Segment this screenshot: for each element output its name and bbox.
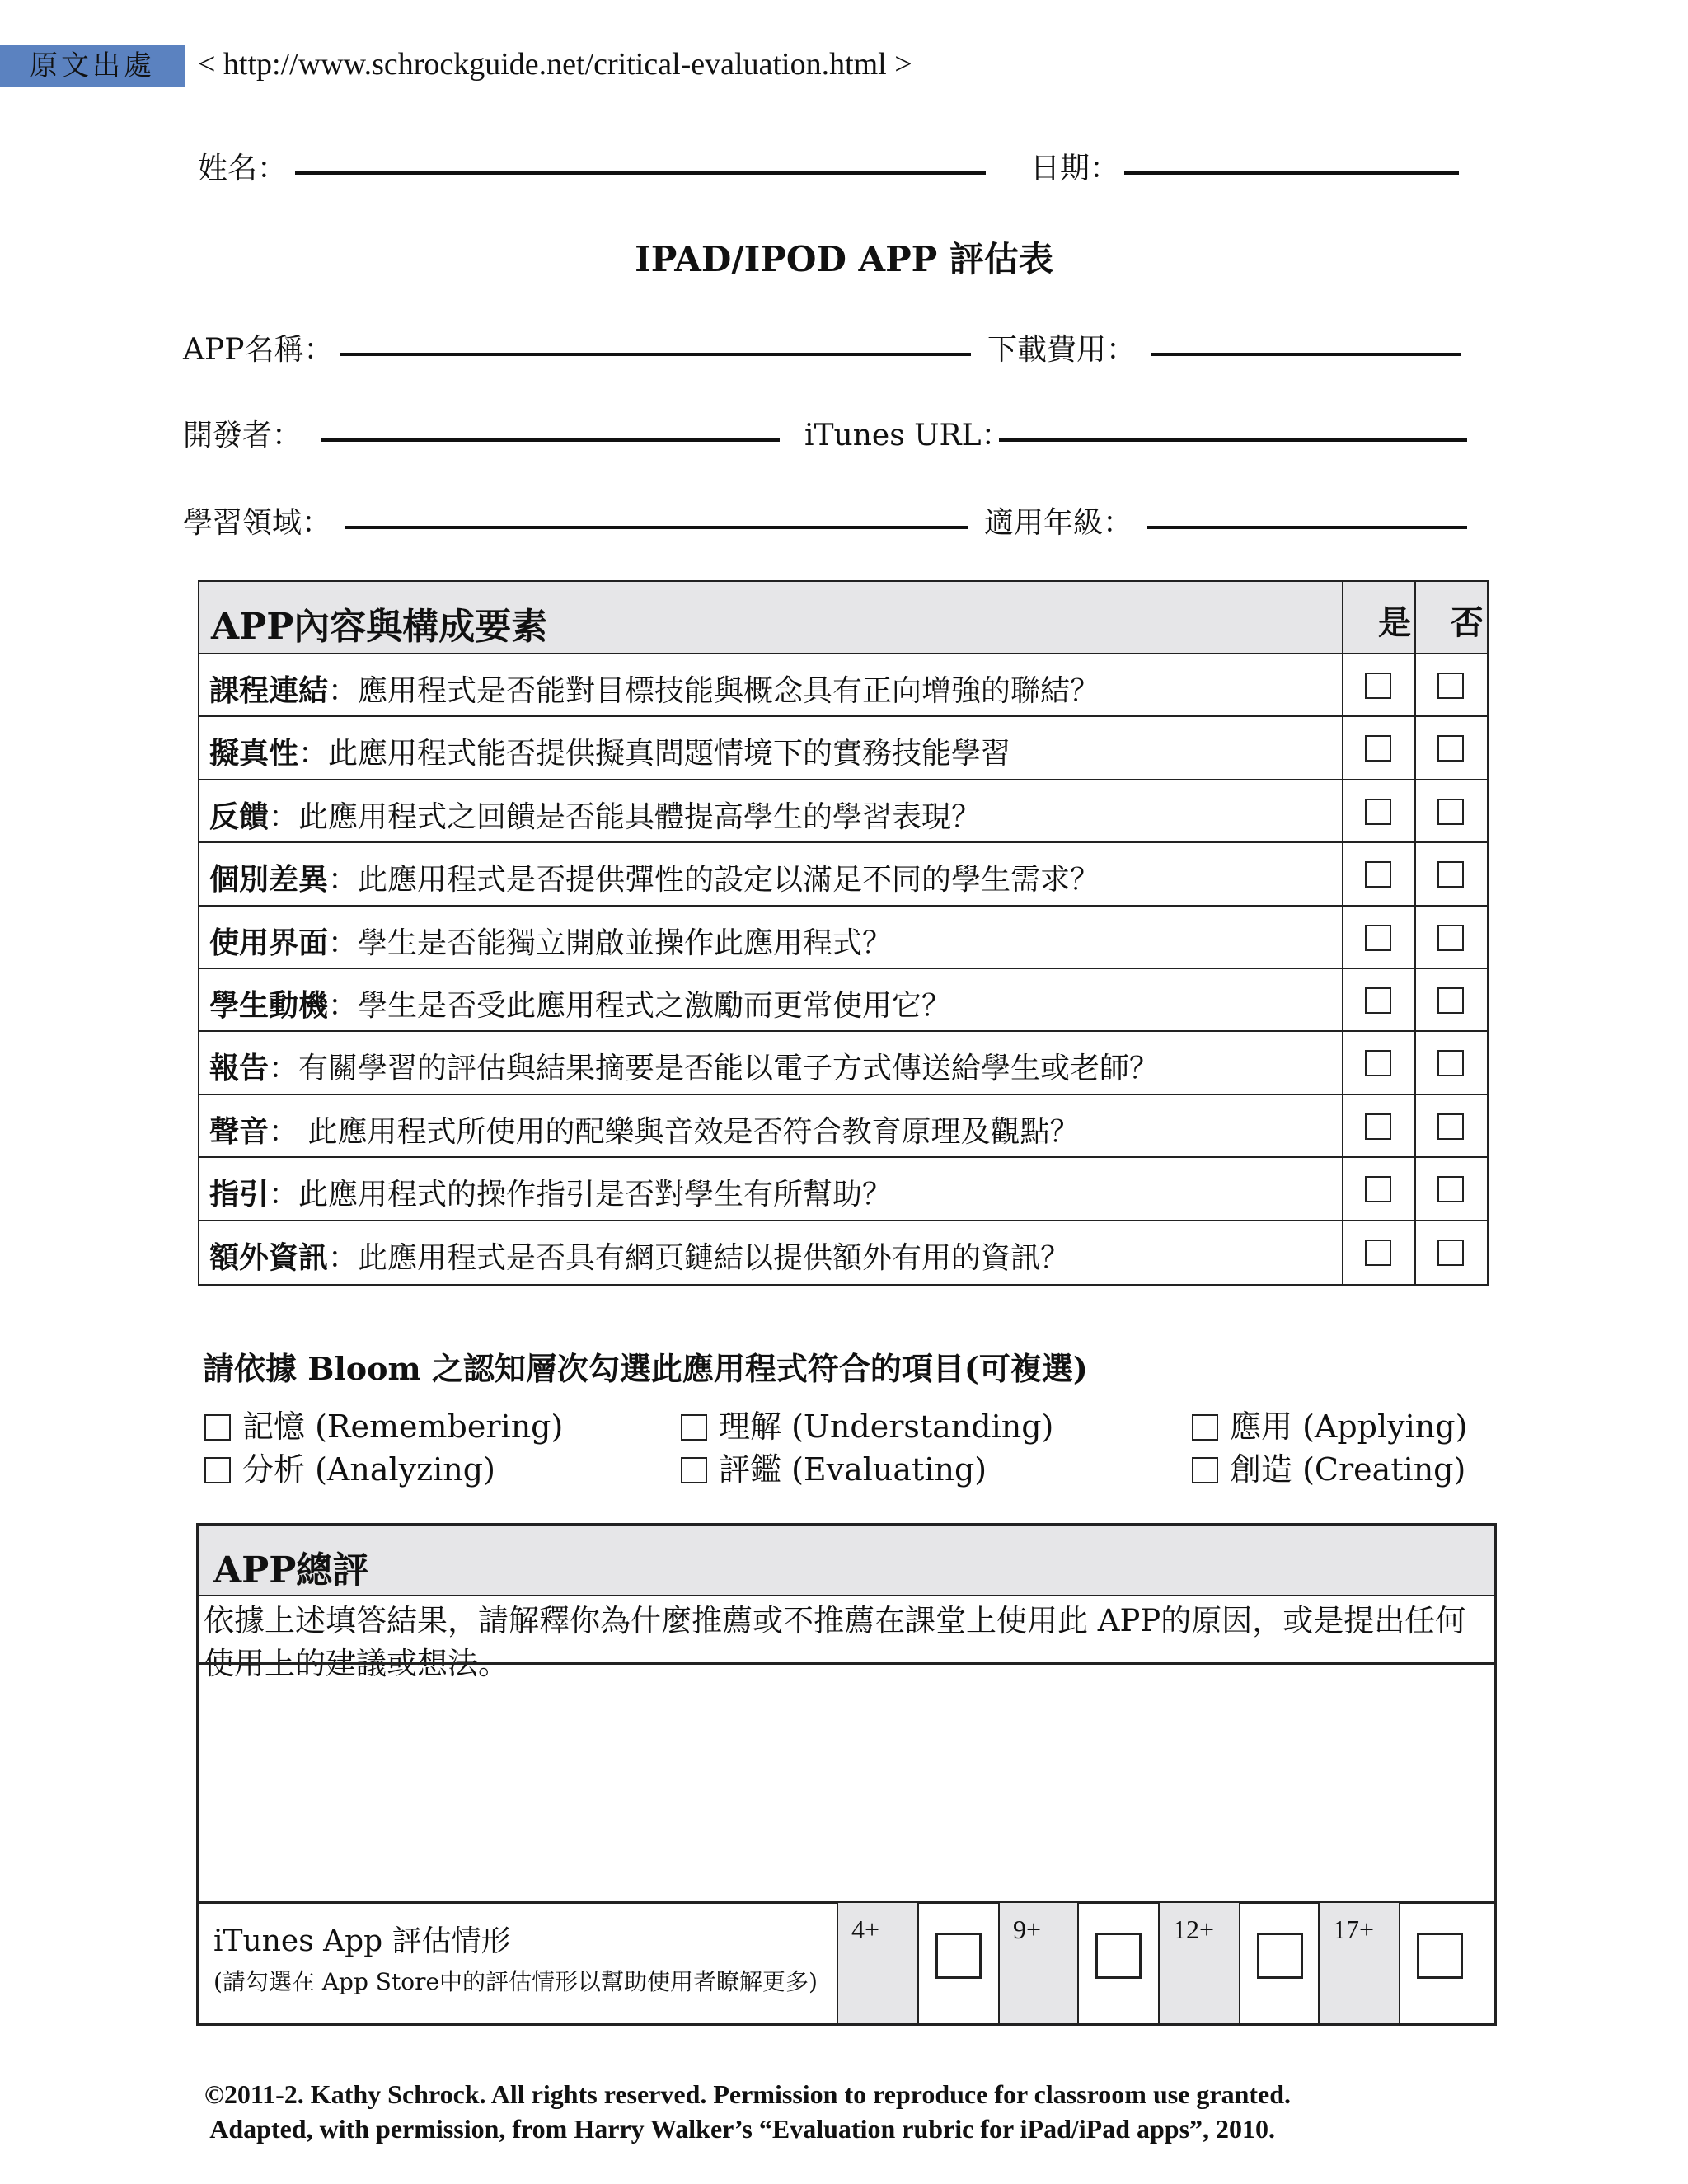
subject-area-field[interactable] — [345, 526, 968, 529]
checkbox[interactable] — [204, 1457, 231, 1483]
bloom-option-label: 應用 (Applying) — [1230, 1408, 1468, 1445]
no-checkbox[interactable] — [1437, 925, 1464, 951]
rating-9plus-cell[interactable] — [1077, 1903, 1158, 2023]
copyright-line-1: ©2011-2. Kathy Schrock. All rights reserved. Permission to reproduce for classroom use granted. — [204, 2079, 1292, 2109]
yes-checkbox[interactable] — [1365, 861, 1391, 888]
no-checkbox[interactable] — [1437, 1050, 1464, 1076]
criteria-text — [209, 1045, 1159, 1087]
criteria-row — [199, 717, 1487, 780]
name-label: 姓名： — [198, 152, 288, 185]
overall-heading: APP總評 — [213, 1549, 369, 1591]
rating-4plus-label: 4+ — [851, 1915, 880, 1944]
yes-checkbox[interactable] — [1365, 1050, 1391, 1076]
criteria-question: ：學生是否能獨立開啟並操作此應用程式？ — [328, 926, 893, 960]
no-checkbox[interactable] — [1437, 1176, 1464, 1202]
criteria-heading: APP內容與構成要素 — [211, 606, 548, 648]
copyright-line-2: Adapted, with permission, from Harry Walker’s “Evaluation rubric for iPad/iPad apps”, 2010. — [204, 2114, 1276, 2144]
bloom-option-applying[interactable] — [1192, 1401, 1467, 1446]
criteria-row — [199, 1032, 1487, 1094]
criteria-question: ：學生是否受此應用程式之激勵而更常使用它？ — [328, 989, 952, 1023]
rating-12plus-cell[interactable] — [1239, 1903, 1318, 2023]
bloom-option-label: 創造 (Creating) — [1230, 1451, 1466, 1488]
criteria-row — [199, 1095, 1487, 1158]
no-checkbox[interactable] — [1437, 1240, 1464, 1266]
criteria-term: 指引 — [209, 1177, 270, 1212]
overall-comment-area[interactable] — [199, 1666, 1494, 1901]
criteria-question: ：此應用程式能否提供擬真問題情境下的實務技能學習 — [298, 737, 1011, 771]
rating-4plus-cell[interactable] — [917, 1903, 998, 2023]
bloom-option-understanding[interactable] — [681, 1401, 1053, 1446]
yes-checkbox[interactable] — [1365, 1240, 1391, 1266]
criteria-text — [209, 982, 951, 1024]
criteria-question: ：此應用程式之回饋是否能具體提高學生的學習表現？ — [269, 799, 982, 834]
criteria-term: 額外資訊 — [209, 1240, 329, 1275]
form-title: IPAD/IPOD APP 評估表 — [635, 239, 1053, 279]
name-field[interactable] — [295, 171, 986, 175]
yes-checkbox[interactable] — [1365, 1176, 1391, 1202]
download-cost-field[interactable] — [1151, 353, 1461, 356]
subject-area-label: 學習領域： — [183, 506, 332, 540]
checkbox[interactable] — [681, 1457, 707, 1483]
bloom-option-label: 理解 (Understanding) — [719, 1408, 1054, 1445]
yes-checkbox[interactable] — [1365, 735, 1391, 762]
bloom-option-evaluating[interactable] — [681, 1444, 987, 1489]
criteria-row — [199, 780, 1487, 843]
bloom-option-label: 評鑑 (Evaluating) — [719, 1451, 987, 1488]
no-column-header: 否 — [1451, 603, 1484, 642]
bloom-title: 請依據 Bloom 之認知層次勾選此應用程式符合的項目(可複選) — [203, 1350, 1088, 1387]
criteria-text — [209, 1235, 1070, 1277]
no-checkbox[interactable] — [1437, 799, 1464, 825]
rating-12plus-label-cell — [1158, 1903, 1239, 2023]
grade-level-field[interactable] — [1147, 526, 1467, 529]
rating-17plus-label-cell — [1318, 1903, 1399, 2023]
rating-4plus-checkbox[interactable] — [935, 1933, 982, 1979]
criteria-question: ：此應用程式的操作指引是否對學生有所幫助？ — [269, 1178, 893, 1212]
checkbox[interactable] — [681, 1414, 707, 1441]
checkbox[interactable] — [204, 1414, 231, 1441]
bloom-option-analyzing[interactable] — [204, 1444, 495, 1489]
overall-header — [199, 1526, 1494, 1596]
criteria-question: ：此應用程式是否提供彈性的設定以滿足不同的學生需求？ — [328, 863, 1100, 898]
source-url[interactable]: < http://www.schrockguide.net/critical-evaluation.html > — [198, 47, 912, 82]
criteria-row — [199, 843, 1487, 906]
yes-column-header: 是 — [1378, 603, 1411, 642]
no-checkbox[interactable] — [1437, 861, 1464, 888]
rating-label: iTunes App 評估情形 — [213, 1924, 511, 1958]
criteria-term: 擬真性 — [209, 736, 299, 771]
itunes-url-label: iTunes URL： — [804, 419, 1011, 452]
rating-12plus-label: 12+ — [1173, 1915, 1215, 1944]
yes-checkbox[interactable] — [1365, 673, 1391, 699]
criteria-table-header — [199, 582, 1487, 654]
yes-checkbox[interactable] — [1365, 1113, 1391, 1140]
criteria-table — [198, 580, 1489, 1286]
criteria-text — [209, 1171, 892, 1213]
overall-instruction: 依據上述填答結果，請解釋你為什麼推薦或不推薦在課堂上使用此 APP的原因，或是提出任何使用上的建議或想法。 — [204, 1603, 1466, 1681]
rating-9plus-label-cell — [998, 1903, 1077, 2023]
rating-12plus-checkbox[interactable] — [1257, 1933, 1303, 1979]
bloom-option-remembering[interactable] — [204, 1401, 563, 1446]
download-cost-label: 下載費用： — [987, 333, 1137, 367]
criteria-row — [199, 1158, 1487, 1221]
criteria-text — [209, 794, 981, 836]
criteria-term: 使用界面 — [209, 925, 329, 960]
date-field[interactable] — [1124, 171, 1459, 175]
rating-17plus-label: 17+ — [1333, 1915, 1375, 1944]
rating-17plus-checkbox[interactable] — [1417, 1933, 1463, 1979]
bloom-option-label: 記憶 (Remembering) — [242, 1408, 564, 1445]
criteria-term: 個別差異 — [209, 862, 329, 898]
criteria-question: ： 此應用程式所使用的配樂與音效是否符合教育原理及觀點？ — [269, 1114, 1080, 1149]
rating-row — [199, 1903, 1494, 2023]
criteria-question: ：此應用程式是否具有網頁鏈結以提供額外有用的資訊？ — [328, 1240, 1071, 1275]
criteria-row — [199, 1221, 1487, 1284]
rating-9plus-label: 9+ — [1013, 1915, 1042, 1944]
criteria-row — [199, 654, 1487, 717]
criteria-question: ：應用程式是否能對目標技能與概念具有正向增強的聯結？ — [328, 674, 1100, 708]
developer-label: 開發者： — [183, 419, 302, 452]
developer-field[interactable] — [321, 438, 780, 442]
overall-evaluation-box — [196, 1523, 1497, 2026]
criteria-term: 聲音 — [209, 1113, 270, 1149]
no-checkbox[interactable] — [1437, 1113, 1464, 1140]
divider — [199, 1662, 1494, 1665]
app-name-label: APP名稱： — [183, 333, 334, 367]
criteria-text — [209, 668, 1100, 710]
criteria-question: ：有關學習的評估與結果摘要是否能以電子方式傳送給學生或老師？ — [269, 1052, 1160, 1086]
checkbox[interactable] — [1192, 1457, 1218, 1483]
criteria-term: 反饋 — [209, 799, 270, 834]
yes-checkbox[interactable] — [1365, 987, 1391, 1014]
rating-9plus-checkbox[interactable] — [1095, 1933, 1142, 1979]
yes-checkbox[interactable] — [1365, 925, 1391, 951]
criteria-row — [199, 907, 1487, 969]
bloom-option-label: 分析 (Analyzing) — [242, 1451, 495, 1488]
rating-17plus-cell[interactable] — [1399, 1903, 1494, 2023]
criteria-row — [199, 969, 1487, 1032]
yes-checkbox[interactable] — [1365, 799, 1391, 825]
no-checkbox[interactable] — [1437, 987, 1464, 1014]
criteria-text — [209, 1108, 1079, 1151]
criteria-text — [209, 730, 1010, 772]
copyright — [204, 2077, 1291, 2146]
no-checkbox[interactable] — [1437, 735, 1464, 762]
app-name-field[interactable] — [340, 353, 971, 356]
grade-level-label: 適用年級： — [984, 506, 1133, 540]
criteria-text — [209, 856, 1100, 898]
criteria-term: 報告 — [209, 1051, 270, 1086]
date-label: 日期： — [1030, 152, 1120, 185]
source-tag: 原文出處 — [0, 45, 185, 87]
criteria-term: 課程連結 — [209, 673, 329, 708]
itunes-url-field[interactable] — [999, 438, 1467, 442]
bloom-option-creating[interactable] — [1192, 1444, 1465, 1489]
criteria-text — [209, 920, 892, 962]
rating-note: (請勾選在 App Store中的評估情形以幫助使用者瞭解更多) — [213, 1968, 818, 1995]
criteria-term: 學生動機 — [209, 988, 329, 1023]
checkbox[interactable] — [1192, 1414, 1218, 1441]
rating-4plus-label-cell — [837, 1903, 917, 2023]
no-checkbox[interactable] — [1437, 673, 1464, 699]
